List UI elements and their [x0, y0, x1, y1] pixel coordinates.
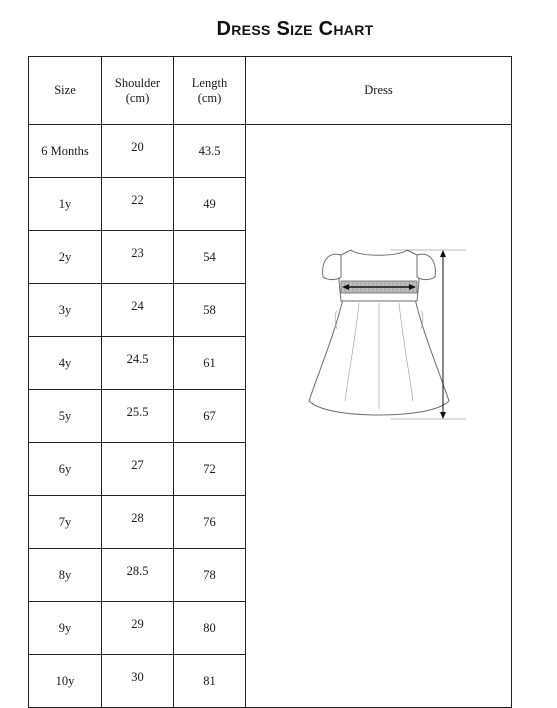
size-cell: 9y [29, 602, 102, 655]
header-size: Size [29, 57, 102, 125]
shoulder-cell: 27 [102, 443, 174, 496]
size-cell: 10y [29, 655, 102, 708]
page-title: Dress Size Chart [216, 18, 374, 40]
shoulder-cell: 24.5 [102, 337, 174, 390]
length-cell: 78 [174, 549, 246, 602]
dress-left-sleeve [322, 254, 340, 279]
header-length-label: Length [191, 75, 228, 90]
size-cell: 4y [29, 337, 102, 390]
length-cell: 43.5 [174, 125, 246, 178]
size-cell: 6 Months [29, 125, 102, 178]
length-cell: 80 [174, 602, 246, 655]
shoulder-cell: 25.5 [102, 390, 174, 443]
shoulder-cell: 28 [102, 496, 174, 549]
length-cell: 81 [174, 655, 246, 708]
length-cell: 76 [174, 496, 246, 549]
size-cell: 6y [29, 443, 102, 496]
length-cell: 61 [174, 337, 246, 390]
header-shoulder [102, 57, 174, 125]
header-length [174, 57, 246, 125]
length-cell: 54 [174, 231, 246, 284]
size-cell: 5y [29, 390, 102, 443]
shoulder-cell: 23 [102, 231, 174, 284]
length-cell: 58 [174, 284, 246, 337]
size-cell: 7y [29, 496, 102, 549]
dress-right-sleeve [417, 254, 435, 279]
shoulder-cell: 28.5 [102, 549, 174, 602]
dress-image-cell [246, 125, 512, 708]
header-row [29, 57, 512, 125]
length-cell: 72 [174, 443, 246, 496]
shoulder-cell: 22 [102, 178, 174, 231]
size-cell: 2y [29, 231, 102, 284]
header-shoulder-unit: (cm) [125, 90, 150, 105]
length-cell: 67 [174, 390, 246, 443]
header-shoulder-label: Shoulder [114, 75, 161, 90]
shoulder-cell: 20 [102, 125, 174, 178]
header-length-unit: (cm) [197, 90, 222, 105]
size-cell: 1y [29, 178, 102, 231]
size-chart-table [28, 56, 512, 708]
shoulder-cell: 24 [102, 284, 174, 337]
shoulder-cell: 30 [102, 655, 174, 708]
table-row [29, 125, 512, 178]
dress-illustration-icon [279, 241, 479, 441]
size-cell: 8y [29, 549, 102, 602]
shoulder-cell: 29 [102, 602, 174, 655]
length-cell: 49 [174, 178, 246, 231]
header-dress: Dress [246, 57, 512, 125]
size-cell: 3y [29, 284, 102, 337]
